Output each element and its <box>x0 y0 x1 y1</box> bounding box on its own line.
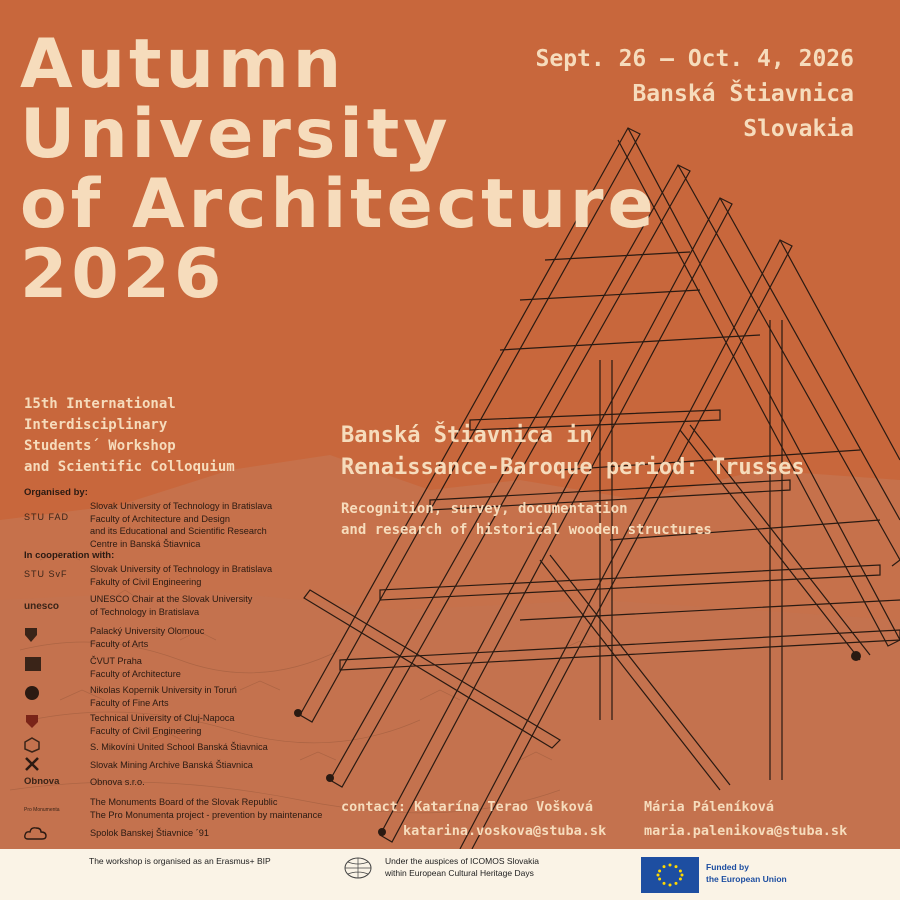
erasmus-note: The workshop is organised as an Erasmus+ BIP <box>89 856 271 866</box>
org-line: Faculty of Architecture and Design <box>90 513 230 524</box>
icomos-line: within European Cultural Heritage Days <box>385 868 534 878</box>
stu-svf-logo: STU SvF <box>24 569 68 579</box>
eu-line: the European Union <box>706 874 787 884</box>
contact-email-1[interactable]: katarina.voskova@stuba.sk <box>403 823 607 839</box>
partner-line: Faculty of Architecture <box>90 668 181 679</box>
contact-label: contact: <box>341 799 407 815</box>
subtitle-line: Interdisciplinary <box>24 417 168 433</box>
contact-email-2[interactable]: maria.palenikova@stuba.sk <box>644 823 848 839</box>
organiser-text <box>90 500 272 550</box>
org-line: Slovak University of Technology in Bratislava <box>90 501 273 511</box>
contact-block-2 <box>644 795 847 843</box>
torun-logo-icon <box>24 685 82 703</box>
topic-line: Renaissance-Baroque period: Trusses <box>341 455 805 480</box>
event-dates-location <box>536 42 855 147</box>
partner-line: Palacký University Olomouc <box>90 626 205 636</box>
subtitle-line: and Scientific Colloquium <box>24 459 235 475</box>
event-dates: Sept. 26 – Oct. 4, 2026 <box>535 46 854 72</box>
eu-flag-icon <box>641 857 699 893</box>
title-line: of Architecture <box>20 165 658 244</box>
event-city: Banská Štiavnica <box>632 81 854 107</box>
org-line: and its Educational and Scientific Research <box>90 526 267 536</box>
title-line: 2026 <box>20 235 226 314</box>
cooperation-label: In cooperation with: <box>24 550 115 561</box>
partner-line: of Technology in Bratislava <box>90 606 200 617</box>
org-line: Centre in Banská Štiavnica <box>90 538 201 549</box>
organiser-entry <box>24 500 344 550</box>
partner-line: Technical University of Cluj-Napoca <box>90 713 235 723</box>
partner-line: Nikolas Kopernik University in Toruń <box>90 685 237 695</box>
footer-bar <box>0 849 900 900</box>
stu-fad-logo: STU FAD <box>24 512 70 522</box>
partner-line: The Monuments Board of the Slovak Republic <box>90 797 278 807</box>
mikovini-school-logo-icon <box>24 737 82 755</box>
partner-line: ČVUT Praha <box>90 656 142 666</box>
organised-by-label: Organised by: <box>24 487 88 498</box>
partner-line: The Pro Monumenta project - prevention by maintenance <box>90 809 323 820</box>
contact-name-1: Katarína Terao Vošková <box>414 799 593 815</box>
contact-line <box>341 795 606 819</box>
title-line: Autumn <box>20 25 346 104</box>
workshop-subtitle <box>24 394 235 478</box>
partner-line: Slovak Mining Archive Banská Štiavnica <box>90 760 253 770</box>
cluj-logo-icon <box>24 713 82 731</box>
event-country: Slovakia <box>743 116 854 142</box>
palacky-logo-icon <box>24 627 82 645</box>
contact-name-2: Mária Páleníková <box>644 799 775 815</box>
cvut-logo-icon <box>24 656 82 674</box>
partner-line: Faculty of Fine Arts <box>90 697 169 708</box>
partner-line: Faculty of Arts <box>90 638 149 649</box>
eu-funding-text <box>706 861 787 885</box>
cloud-logo-icon <box>24 825 82 843</box>
partner-line: Fakulty of Civil Engineering <box>90 576 202 587</box>
partner-line: Slovak University of Technology in Bratislava <box>90 564 273 574</box>
topic-description <box>341 499 712 541</box>
eu-line: Funded by <box>706 862 749 872</box>
topic-line: Banská Štiavnica in <box>341 423 593 448</box>
pro-monumenta-logo: Pro Monumenta <box>24 807 60 813</box>
mining-archive-logo-icon <box>24 756 82 774</box>
icomos-text <box>385 855 539 879</box>
topic-desc-line: Recognition, survey, documentation <box>341 501 628 517</box>
title-line: University <box>20 95 452 174</box>
unesco-logo: unesco <box>24 601 60 612</box>
partner-line: Obnova s.r.o. <box>90 777 145 787</box>
partner-line: UNESCO Chair at the Slovak University <box>90 594 253 604</box>
partner-line: Faculty of Civil Engineering <box>90 725 202 736</box>
partner-line: S. Mikovíni United School Banská Štiavnica <box>90 742 268 752</box>
subtitle-line: Students´ Workshop <box>24 438 176 454</box>
contact-block-1 <box>341 795 606 843</box>
partner-line: Spolok Banskej Štiavnice ´91 <box>90 828 209 838</box>
icomos-line: Under the auspices of ICOMOS Slovakia <box>385 856 540 866</box>
obnova-logo: Obnova <box>24 776 60 787</box>
workshop-topic <box>341 420 805 484</box>
topic-desc-line: and research of historical wooden structures <box>341 522 712 538</box>
subtitle-line: 15th International <box>24 396 176 412</box>
icomos-globe-icon <box>343 857 373 885</box>
